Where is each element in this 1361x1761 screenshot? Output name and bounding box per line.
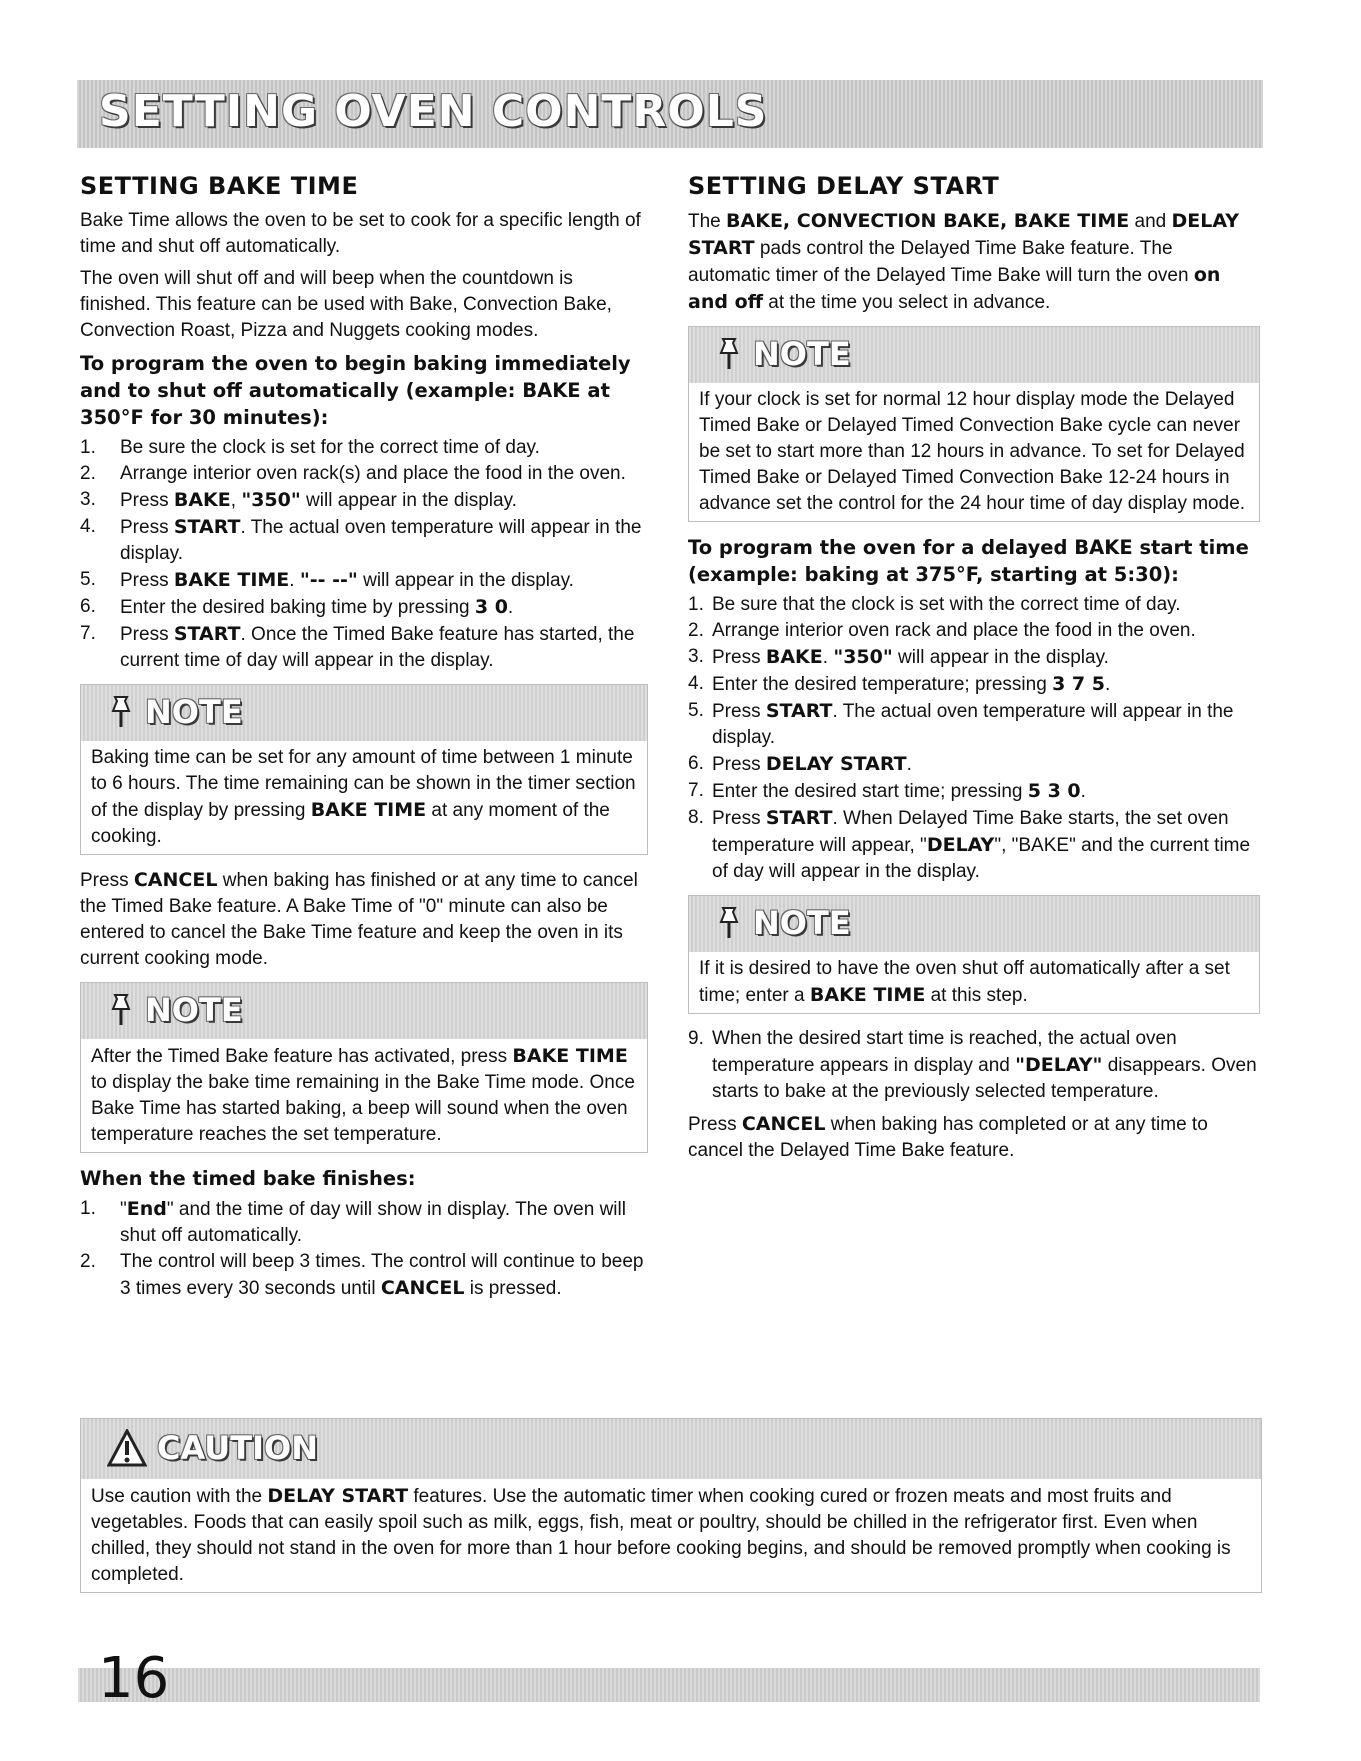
pushpin-icon xyxy=(715,337,743,371)
caution-title: CAUTION xyxy=(157,1429,318,1467)
note-title: NOTE xyxy=(145,991,243,1029)
list-item: 1. Be sure that the clock is set with the correct time of day. xyxy=(688,594,1181,615)
note-body: If it is desired to have the oven shut off automatically after a set time; enter a BAKE TIME at this step. xyxy=(699,958,1230,1006)
paragraph: The oven will shut off and will beep when the countdown is finished. This feature can be used with Bake, Convection Bake, Convection Roast, Pizza and Nuggets cooking modes. xyxy=(80,268,612,341)
list-item: 6. Press DELAY START. xyxy=(688,753,912,775)
pushpin-icon xyxy=(715,906,743,940)
instructions-lead: To program the oven to begin baking immediately and to shut off automatically (example: BAKE at 350°F for 30 minutes): xyxy=(80,352,631,429)
note-title: NOTE xyxy=(145,693,243,731)
instructions-lead: To program the oven for a delayed BAKE start time (example: baking at 375°F, starting at 5:30): xyxy=(688,536,1249,586)
list-item: 5. Press START. The actual oven temperature will appear in the display. xyxy=(688,700,1234,748)
list-item: 2. Arrange interior oven rack and place the food in the oven. xyxy=(688,620,1196,641)
section-heading-delay-start: SETTING DELAY START xyxy=(688,172,1000,200)
warning-icon xyxy=(107,1429,147,1467)
note-header xyxy=(689,896,1259,952)
paragraph: Press CANCEL when baking has finished or at any time to cancel the Timed Bake feature. A Bake Time of "0" minute can also be entered to cancel the Bake Time feature and keep the oven in its current cooking mode. xyxy=(80,869,638,969)
list-item: 2. The control will beep 3 times. The control will continue to beep 3 times every 30 seconds until CANCEL is pressed. xyxy=(80,1251,644,1299)
page-title: SETTING OVEN CONTROLS xyxy=(99,86,768,137)
footer-bar xyxy=(78,1646,1260,1711)
note-body: After the Timed Bake feature has activated, press BAKE TIME to display the bake time remaining in the Bake Time mode. Once Bake Time has started baking, a beep will sound when the oven temperature reaches the set temperature. xyxy=(91,1045,635,1145)
list-item: 7. Enter the desired start time; pressing 5 3 0. xyxy=(688,780,1086,802)
note-header xyxy=(81,983,647,1039)
list-item: 1. Be sure the clock is set for the correct time of day. xyxy=(80,437,540,458)
finish-lead: When the timed bake finishes: xyxy=(80,1167,416,1190)
note-box xyxy=(80,982,648,1153)
paragraph: Bake Time allows the oven to be set to cook for a specific length of time and shut off automatically. xyxy=(80,210,641,257)
steps-list xyxy=(80,435,648,674)
list-item: 4. Enter the desired temperature; pressing 3 7 5. xyxy=(688,673,1111,695)
note-body: If your clock is set for normal 12 hour display mode the Delayed Timed Bake or Delayed Timed Convection Bake cycle can never be set to start more than 12 hours in advance. To set for Delayed Timed Bake or Delayed Timed Convection Bake 12-24 hours in advance set the control for the 24 hour time of day display mode. xyxy=(699,389,1246,514)
caution-box xyxy=(80,1418,1262,1593)
finish-list xyxy=(80,1196,648,1302)
list-item: 3. Press BAKE, "350" will appear in the display. xyxy=(80,489,517,511)
paragraph: Press CANCEL when baking has completed or at any time to cancel the Delayed Time Bake feature. xyxy=(688,1113,1208,1161)
page-number: 16 xyxy=(98,1646,170,1711)
pushpin-icon xyxy=(107,695,135,729)
list-item: 7. Press START. Once the Timed Bake feature has started, the current time of day will appear in the display. xyxy=(80,623,635,671)
right-column xyxy=(688,172,1260,1170)
page-banner xyxy=(77,80,1263,148)
list-item: 3. Press BAKE. "350" will appear in the display. xyxy=(688,646,1109,668)
list-item: 8. Press START. When Delayed Time Bake starts, the set oven temperature will appear, "DELAY", "BAKE" and the current time of day will appear in the display. xyxy=(688,807,1251,882)
steps-list xyxy=(688,592,1260,885)
paragraph: The BAKE, CONVECTION BAKE, BAKE TIME and DELAY START pads control the Delayed Time Bake feature. The automatic timer of the Delayed Time Bake will turn the oven on and off at the time you select in advance. xyxy=(688,210,1239,313)
note-title: NOTE xyxy=(753,904,851,942)
list-item: 5. Press BAKE TIME. "-- --" will appear in the display. xyxy=(80,569,574,591)
note-header xyxy=(689,327,1259,383)
note-box xyxy=(688,326,1260,522)
note-body: Baking time can be set for any amount of time between 1 minute to 6 hours. The time remaining can be shown in the timer section of the display by pressing BAKE TIME at any moment of the cooking. xyxy=(91,747,636,847)
note-box xyxy=(80,684,648,855)
note-box xyxy=(688,895,1260,1014)
list-item: 6. Enter the desired baking time by pressing 3 0. xyxy=(80,596,514,618)
left-column xyxy=(80,172,648,1308)
caution-body: Use caution with the DELAY START features. Use the automatic timer when cooking cured or frozen meats and most fruits and vegetables. Foods that can easily spoil such as milk, eggs, fish, meat or poultry, should be chilled in the refrigerator first. Even when chilled, they should not stand in the oven for more than 1 hour before cooking begins, and should be removed promptly when cooking is completed. xyxy=(91,1485,1231,1585)
section-heading-bake-time: SETTING BAKE TIME xyxy=(80,172,359,200)
note-title: NOTE xyxy=(753,335,851,373)
note-header xyxy=(81,685,647,741)
steps-list-continued xyxy=(688,1026,1260,1105)
list-item: 1. "End" and the time of day will show in display. The oven will shut off automatically. xyxy=(80,1198,626,1246)
list-item: 4. Press START. The actual oven temperature will appear in the display. xyxy=(80,516,642,564)
list-item: 9. When the desired start time is reached, the actual oven temperature appears in display and "DELAY" disappears. Oven starts to bake at the previously selected temperature. xyxy=(688,1028,1257,1102)
list-item: 2. Arrange interior oven rack(s) and place the food in the oven. xyxy=(80,463,626,484)
caution-header xyxy=(81,1419,1261,1479)
pushpin-icon xyxy=(107,993,135,1027)
